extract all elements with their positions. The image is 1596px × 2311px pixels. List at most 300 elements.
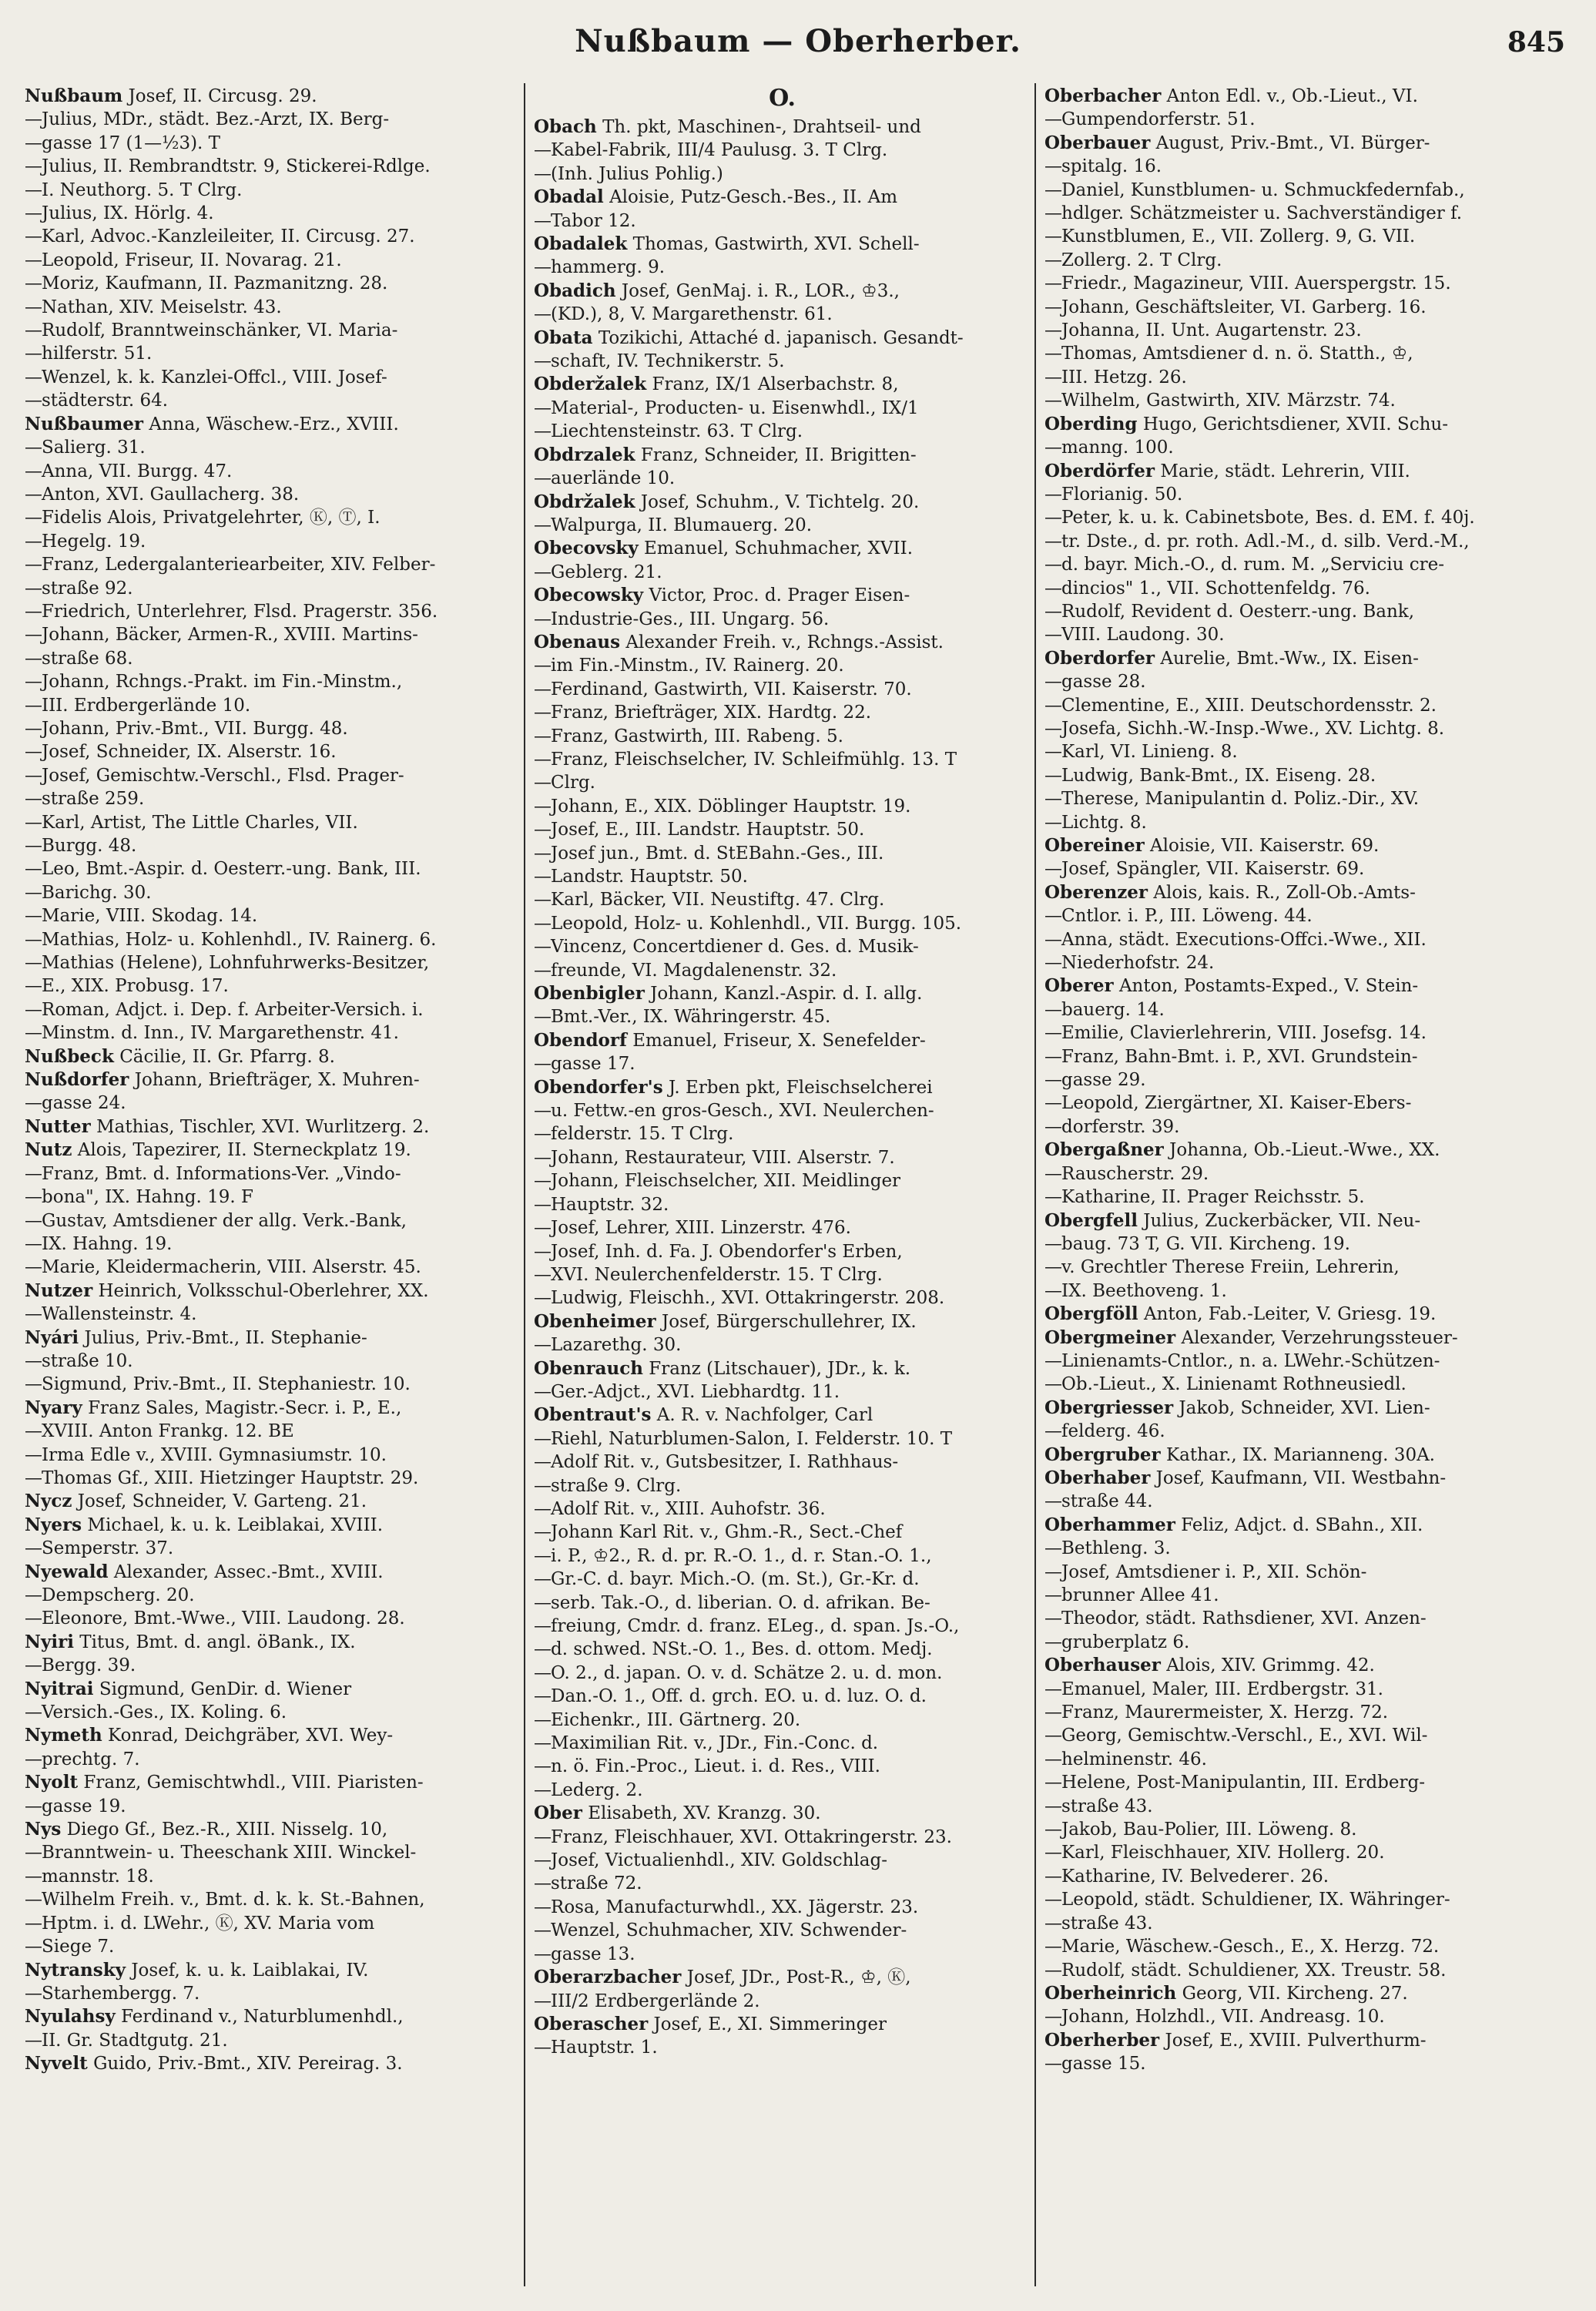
directory-entry: —Hauptstr. 1. (534, 2038, 658, 2058)
directory-entry: —Hptm. i. d. LWehr., Ⓚ, XV. Maria vom (25, 1913, 375, 1934)
entry-text: Franz, Schneider, II. Brigitten- (640, 444, 917, 465)
entry-text: prechtg. 7. (42, 1749, 140, 1769)
entry-surname: Oberbacher (1044, 86, 1162, 106)
directory-entry: —Josef jun., Bmt. d. StEBahn.-Ges., III. (534, 843, 884, 864)
directory-entry: —Sigmund, Priv.-Bmt., II. Stephaniestr. 10. (25, 1374, 411, 1395)
entry-text: Lazarethg. 30. (551, 1335, 682, 1356)
entry-text: Feliz, Adjct. d. SBahn., XII. (1181, 1514, 1423, 1535)
entry-surname: Obergaßner (1044, 1139, 1164, 1161)
entry-text: J. Erben pkt, Fleischselcherei (668, 1077, 933, 1098)
entry-text: Tabor 12. (551, 210, 636, 231)
entry-text: Julius, MDr., städt. Bez.-Arzt, IX. Berg- (42, 109, 390, 130)
directory-entry (534, 280, 1031, 303)
entry-text: Franz, IX/1 Alserbachstr. 8, (652, 374, 899, 395)
directory-entry: —prechtg. 7. (25, 1749, 140, 1769)
entry-surname: Oberdörfer (1044, 460, 1155, 481)
entry-text: Helene, Post-Manipulantin, III. Erdberg- (1061, 1773, 1425, 1793)
directory-entry: —Eichenkr., III. Gärtnerg. 20. (534, 1709, 801, 1730)
directory-entry (25, 1818, 521, 1841)
directory-entry: —Emilie, Clavierlehrerin, VIII. Josefsg. 14. (1044, 1023, 1427, 1044)
directory-entry: —gasse 19. (25, 1796, 126, 1816)
entry-text: Linienamts-Cntlor., n. a. LWehr.-Schützen- (1061, 1350, 1440, 1371)
directory-entry: —Friedr., Magazineur, VIII. Auerspergstr. 15. (1044, 273, 1451, 294)
directory-entry: —III. Hetzg. 26. (1044, 367, 1187, 387)
directory-entry (1044, 1139, 1541, 1162)
entry-text: Josef, E., III. Landstr. Hauptstr. 50. (551, 820, 865, 840)
directory-entry (1044, 413, 1541, 436)
directory-entry: —Vincenz, Concertdiener d. Ges. d. Musik- (534, 937, 919, 958)
directory-entry: —Franz, Bahn-Bmt. i. P., XVI. Grundstein- (1044, 1046, 1418, 1067)
entry-surname: Obendorfer's (534, 1076, 663, 1098)
entry-text: Niederhofstr. 24. (1061, 953, 1215, 974)
directory-entry: —Jakob, Bau-Polier, III. Löweng. 8. (1044, 1820, 1357, 1840)
entry-surname: Nußdorfer (25, 1069, 129, 1091)
entry-text: Anton, Postamts-Exped., V. Stein- (1118, 976, 1419, 997)
entry-text: Eichenkr., III. Gärtnerg. 20. (551, 1709, 801, 1730)
entry-text: Ger.-Adjct., XVI. Liebhardtg. 11. (551, 1381, 840, 1402)
directory-entry: —bona", IX. Hahng. 19. F (25, 1187, 253, 1208)
directory-entry: —Adolf Rit. v., XIII. Auhofstr. 36. (534, 1498, 826, 1519)
entry-text: dincios" 1., VII. Schottenfeldg. 76. (1061, 578, 1370, 599)
directory-entry (534, 1310, 1031, 1333)
entry-text: Johann, Kanzl.-Aspir. d. I. allg. (650, 984, 923, 1005)
directory-entry: —straße 92. (25, 578, 133, 599)
entry-text: Josef, Schneider, V. Garteng. 21. (77, 1491, 367, 1512)
entry-text: Clrg. (551, 773, 595, 793)
directory-entry: —Riehl, Naturblumen-Salon, I. Felderstr. 10. T (534, 1428, 953, 1449)
directory-entry: —Kabel-Fabrik, III/4 Paulusg. 3. T Clrg. (534, 140, 888, 161)
directory-entry: —gasse 29. (1044, 1070, 1146, 1091)
directory-entry: —Leo, Bmt.-Aspir. d. Oesterr.-ung. Bank, III. (25, 859, 421, 880)
entry-text: Irma Edle v., XVIII. Gymnasiumstr. 10. (42, 1444, 387, 1465)
directory-entry (1044, 1209, 1541, 1233)
entry-surname: Oberhammer (1044, 1514, 1175, 1535)
entry-text: Johann, Briefträger, X. Muhren- (134, 1070, 420, 1091)
entry-text: A. R. v. Nachfolger, Carl (656, 1405, 873, 1426)
entry-text: gasse 29. (1061, 1070, 1146, 1091)
entry-text: III. Erdbergerlände 10. (42, 695, 251, 716)
directory-entry: —Josef, Victualienhdl., XIV. Goldschlag- (534, 1850, 887, 1871)
entry-text: Anton Edl. v., Ob.-Lieut., VI. (1166, 86, 1418, 106)
entry-surname: Nytransky (25, 1959, 126, 1981)
directory-entry: —u. Fettw.-en gros-Gesch., XVI. Neulerchen- (534, 1101, 934, 1122)
directory-entry (534, 1404, 1031, 1427)
directory-entry: —Linienamts-Cntlor., n. a. LWehr.-Schützen- (1044, 1350, 1440, 1371)
entry-text: Tozikichi, Attaché d. japanisch. Gesandt- (598, 327, 964, 348)
column-2 (534, 85, 1031, 2296)
directory-entry: —Anna, städt. Executions-Offci.-Wwe., XII. (1044, 929, 1427, 950)
directory-entry: —straße 72. (534, 1873, 642, 1894)
entry-text: Siege 7. (42, 1937, 115, 1957)
directory-entry (534, 233, 1031, 256)
directory-entry (534, 1802, 1031, 1825)
directory-entry: —Johann, E., XIX. Döblinger Hauptstr. 19. (534, 796, 911, 817)
entry-text: gruberplatz 6. (1061, 1632, 1190, 1652)
directory-entry (1044, 974, 1541, 998)
entry-text: Franz, Gastwirth, III. Rabeng. 5. (551, 726, 843, 746)
directory-entry: —dincios" 1., VII. Schottenfeldg. 76. (1044, 578, 1370, 599)
entry-text: straße 72. (551, 1873, 642, 1894)
directory-entry: —Friedrich, Unterlehrer, Flsd. Pragerstr. 356. (25, 601, 438, 622)
entry-text: Starhembergg. 7. (42, 1983, 200, 2004)
entry-text: gasse 15. (1061, 2054, 1146, 2075)
directory-entry: —Barichg. 30. (25, 882, 152, 903)
entry-text: O. 2., d. japan. O. v. d. Schätze 2. u. d. mon. (551, 1662, 943, 1683)
directory-entry: —Eleonore, Bmt.-Wwe., VIII. Laudong. 28. (25, 1608, 405, 1629)
entry-text: Leopold, Holz- u. Kohlenhdl., VII. Burgg. 105. (551, 913, 962, 934)
directory-entry: —Lederg. 2. (534, 1779, 643, 1800)
entry-text: Dan.-O. 1., Off. d. grch. EO. u. d. luz. O. d. (551, 1686, 927, 1707)
entry-text: Alois, XIV. Grimmg. 42. (1166, 1655, 1375, 1676)
directory-entry (25, 85, 521, 108)
entry-text: Josef, Lehrer, XIII. Linzerstr. 476. (551, 1218, 851, 1239)
directory-entry (1044, 1327, 1541, 1350)
entry-surname: Obdrzalek (534, 444, 635, 465)
entry-text: Ferdinand v., Naturblumenhdl., (121, 2007, 404, 2028)
directory-entry: —Bergg. 39. (25, 1655, 136, 1676)
entry-text: Mathias, Holz- u. Kohlenhdl., IV. Rainerg. 6. (42, 929, 437, 950)
entry-text: Josef, Schneider, IX. Alserstr. 16. (42, 742, 337, 763)
entry-surname: Obecovsky (534, 538, 639, 559)
directory-entry: —Johann, Holzhdl., VII. Andreasg. 10. (1044, 2007, 1385, 2028)
entry-text: Franz, Briefträger, XIX. Hardtg. 22. (551, 703, 872, 723)
directory-entry: —Geblerg. 21. (534, 562, 662, 582)
directory-entry: —Katharine, IV. Belvederег. 26. (1044, 1866, 1329, 1887)
directory-entry: —Rudolf, Revident d. Oesterr.-ung. Bank, (1044, 601, 1415, 622)
entry-text: Walpurga, II. Blumauerg. 20. (551, 515, 813, 535)
directory-entry: —Josefa, Sichh.-W.-Insp.-Wwe., XV. Lichtg. 8. (1044, 718, 1445, 739)
entry-text: im Fin.-Minstm., IV. Rainerg. 20. (551, 656, 844, 676)
directory-entry (25, 1045, 521, 1068)
directory-entry: —Minstm. d. Inn., IV. Margarethenstr. 41. (25, 1023, 399, 1044)
entry-text: Rosa, Manufacturwhdl., XX. Jägerstr. 23. (551, 1897, 919, 1917)
directory-entry: —Marie, Wäschew.-Gesch., E., X. Herzg. 72. (1044, 1937, 1440, 1957)
entry-surname: Obergriesser (1044, 1397, 1174, 1418)
directory-entry: —Branntwein- u. Theeschank XIII. Winckel- (25, 1843, 417, 1863)
directory-entry: —Mathias, Holz- u. Kohlenhdl., IV. Rainerg. 6. (25, 929, 437, 950)
directory-entry (534, 537, 1031, 560)
entry-text: E., XIX. Probusg. 17. (42, 976, 229, 997)
entry-text: straße 9. Clrg. (551, 1475, 682, 1496)
directory-entry: —straße 10. (25, 1350, 133, 1371)
directory-entry: —Karl, Fleischhauer, XIV. Hollerg. 20. (1044, 1843, 1385, 1863)
directory-entry: —felderg. 46. (1044, 1421, 1165, 1442)
directory-entry (25, 1490, 521, 1513)
directory-entry: —Emanuel, Maler, III. Erdbergstr. 31. (1044, 1679, 1383, 1699)
entry-surname: Nyewald (25, 1561, 109, 1582)
entry-text: Anna, Wäschew.-Erz., XVIII. (149, 414, 399, 434)
entry-text: Peter, k. u. k. Cabinetsbote, Bes. d. EM. f. 40j. (1061, 508, 1475, 528)
entry-text: Victor, Proc. d. Prager Eisen- (649, 585, 910, 606)
directory-entry: —Ferdinand, Gastwirth, VII. Kaiserstr. 70. (534, 679, 912, 699)
entry-text: straße 43. (1061, 1913, 1153, 1934)
entry-surname: Nyvelt (25, 2053, 88, 2075)
directory-entry: —Irma Edle v., XVIII. Gymnasiumstr. 10. (25, 1444, 387, 1465)
directory-entry (534, 1029, 1031, 1052)
entry-text: Johanna, II. Unt. Augartenstr. 23. (1061, 320, 1362, 341)
entry-text: Hegelg. 19. (42, 531, 146, 552)
entry-text: Heinrich, Volksschul-Oberlehrer, XX. (98, 1280, 429, 1301)
directory-entry: —im Fin.-Minstm., IV. Rainerg. 20. (534, 656, 844, 676)
entry-text: Aurelie, Bmt.-Ww., IX. Eisen- (1160, 648, 1419, 669)
directory-entry (25, 1139, 521, 1162)
entry-text: Cäcilie, II. Gr. Pfarrg. 8. (119, 1046, 335, 1067)
entry-text: Mathias, Tischler, XVI. Wurlitzerg. 2. (96, 1116, 430, 1137)
entry-text: Karl, Bäcker, VII. Neustiftg. 47. Clrg. (551, 890, 885, 911)
directory-entry: —serb. Tak.-O., d. liberian. O. d. afrikan. Be- (534, 1592, 930, 1613)
directory-entry: —brunner Allee 41. (1044, 1585, 1219, 1605)
directory-entry: —gruberplatz 6. (1044, 1632, 1190, 1652)
entry-surname: Obdržalek (534, 491, 635, 512)
entry-text: Konrad, Deichgräber, XVI. Wey- (108, 1726, 394, 1746)
directory-entry: —Franz, Gastwirth, III. Rabeng. 5. (534, 726, 843, 746)
entry-text: straße 68. (42, 648, 133, 669)
entry-text: (Inh. Julius Pohlig.) (551, 163, 723, 184)
directory-entry: —Ludwig, Bank-Bmt., IX. Eiseng. 28. (1044, 765, 1376, 786)
directory-entry: —Industrie-Ges., III. Ungarg. 56. (534, 609, 830, 629)
entry-text: I. Neuthorg. 5. T Clrg. (42, 179, 243, 200)
directory-entry: —E., XIX. Probusg. 17. (25, 976, 229, 997)
directory-entry: —d. schwed. NSt.-O. 1., Bes. d. ottom. Medj. (534, 1639, 933, 1660)
directory-entry: —Gustav, Amtsdiener der allg. Verk.-Bank, (25, 1210, 407, 1231)
entry-text: Franz, Fleischselcher, IV. Schleifmühlg. 13. T (551, 749, 957, 770)
directory-entry (25, 1959, 521, 1982)
directory-entry: —Cntlor. i. P., III. Löweng. 44. (1044, 906, 1313, 927)
entry-text: straße 10. (42, 1350, 133, 1371)
entry-text: Josef, E., XVIII. Pulverthurm- (1165, 2030, 1427, 2051)
entry-text: Johann, Geschäftsleiter, VI. Garberg. 16. (1061, 297, 1427, 317)
entry-surname: Obadal (534, 186, 604, 208)
entry-surname: Nyolt (25, 1772, 79, 1793)
entry-text: Minstm. d. Inn., IV. Margarethenstr. 41. (42, 1023, 399, 1044)
directory-entry (25, 1631, 521, 1654)
directory-entry: —mannstr. 18. (25, 1866, 154, 1887)
entry-text: Josef, GenMaj. i. R., LOR., ♔3., (621, 280, 900, 301)
directory-entry (25, 1115, 521, 1139)
entry-text: baug. 73 T, G. VII. Kircheng. 19. (1061, 1233, 1350, 1254)
entry-text: tr. Dste., d. pr. roth. Adl.-M., d. silb. Verd.-M., (1061, 531, 1470, 552)
entry-text: Marie, Wäschew.-Gesch., E., X. Herzg. 72. (1061, 1937, 1440, 1957)
directory-entry: —IX. Beethoveng. 1. (1044, 1280, 1227, 1301)
directory-entry: —Rosa, Manufacturwhdl., XX. Jägerstr. 23. (534, 1897, 919, 1917)
entry-text: Elisabeth, XV. Kranzg. 30. (588, 1803, 821, 1824)
entry-text: Riehl, Naturblumen-Salon, I. Felderstr. 10. T (551, 1428, 953, 1449)
directory-entry: —Karl, Artist, The Little Charles, VII. (25, 812, 358, 833)
entry-text: Josef, JDr., Post-R., ♔, Ⓚ, (686, 1967, 911, 1988)
directory-entry: —Leopold, städt. Schuldiener, IX. Währinger- (1044, 1890, 1450, 1910)
directory-entry (25, 413, 521, 436)
entry-text: d. schwed. NSt.-O. 1., Bes. d. ottom. Medj. (551, 1639, 933, 1660)
directory-entry: —Anna, VII. Burgg. 47. (25, 461, 233, 481)
entry-text: IX. Hahng. 19. (42, 1233, 173, 1254)
directory-entry (534, 1966, 1031, 1989)
entry-text: Leopold, städt. Schuldiener, IX. Währinger- (1061, 1890, 1450, 1910)
entry-surname: Obenbigler (534, 983, 645, 1005)
directory-entry (1044, 1303, 1541, 1326)
directory-entry: —Julius, IX. Hörlg. 4. (25, 203, 214, 224)
directory-entry: —IX. Hahng. 19. (25, 1233, 173, 1254)
directory-entry: —Anton, XVI. Gaullacherg. 38. (25, 484, 300, 505)
entry-text: Florianig. 50. (1061, 484, 1183, 505)
directory-entry (1044, 460, 1541, 483)
entry-surname: Ober (534, 1803, 582, 1824)
entry-text: Gustav, Amtsdiener der allg. Verk.-Bank, (42, 1210, 407, 1231)
directory-entry (25, 1514, 521, 1537)
directory-entry: —Johann Karl Rit. v., Ghm.-R., Sect.-Chef (534, 1522, 903, 1543)
entry-surname: Obenaus (534, 631, 621, 652)
directory-entry: —Rauscherstr. 29. (1044, 1163, 1209, 1184)
entry-surname: Obadich (534, 280, 616, 301)
directory-entry: —Clementine, E., XIII. Deutschordensstr. 2. (1044, 695, 1437, 716)
entry-text: Therese, Manipulantin d. Poliz.-Dir., XV. (1061, 789, 1420, 810)
entry-text: Liechtensteinstr. 63. T Clrg. (551, 421, 803, 442)
entry-text: Lederg. 2. (551, 1779, 643, 1800)
directory-entry (25, 1327, 521, 1350)
directory-entry: —hdlger. Schätzmeister u. Sachverständiger f. (1044, 203, 1463, 224)
entry-text: Wilhelm Freih. v., Bmt. d. k. k. St.-Bahnen, (42, 1890, 425, 1910)
entry-text: Thomas Gf., XIII. Hietzinger Hauptstr. 29. (42, 1467, 419, 1488)
entry-text: Sigmund, Priv.-Bmt., II. Stephaniestr. 10. (42, 1374, 411, 1395)
directory-entry: —Bethleng. 3. (1044, 1538, 1171, 1559)
entry-text: Karl, Advoc.-Kanzleileiter, II. Circusg. 27. (42, 226, 415, 247)
directory-entry (1044, 834, 1541, 857)
directory-entry: —Johann, Restaurateur, VIII. Alserstr. 7. (534, 1147, 895, 1168)
directory-entry: —Julius, II. Rembrandtstr. 9, Stickerei-Rdlge. (25, 156, 431, 177)
directory-entry: —Liechtensteinstr. 63. T Clrg. (534, 421, 803, 442)
directory-entry (534, 2013, 1031, 2036)
entry-text: Gumpendorferstr. 51. (1061, 109, 1256, 130)
entry-text: Anton, Fab.-Leiter, V. Griesg. 19. (1143, 1304, 1437, 1325)
directory-entry: —tr. Dste., d. pr. roth. Adl.-M., d. silb. Verd.-M., (1044, 531, 1470, 552)
directory-entry: —Johann, Fleischselcher, XII. Meidlinger (534, 1171, 901, 1192)
directory-entry: —manng. 100. (1044, 438, 1174, 458)
directory-entry: —II. Gr. Stadtgutg. 21. (25, 2030, 228, 2051)
entry-surname: Obenheimer (534, 1310, 656, 1332)
column-1 (25, 85, 521, 2296)
directory-entry: —Ob.-Lieut., X. Linienamt Rothneusiedl. (1044, 1374, 1407, 1395)
directory-entry: —Ludwig, Fleischh., XVI. Ottakringerstr. 208. (534, 1288, 945, 1309)
directory-entry: —Florianig. 50. (1044, 484, 1183, 505)
directory-entry (1044, 85, 1541, 108)
entry-text: Aloisie, VII. Kaiserstr. 69. (1150, 836, 1380, 856)
entry-text: Maximilian Rit. v., JDr., Fin.-Conc. d. (551, 1733, 879, 1754)
directory-entry: —(Inh. Julius Pohlig.) (534, 163, 723, 184)
entry-text: städterstr. 64. (42, 391, 169, 411)
entry-text: Emanuel, Friseur, X. Senefelder- (632, 1030, 926, 1051)
entry-text: Gr.-C. d. bayr. Mich.-O. (m. St.), Gr.-Kr. d. (551, 1569, 920, 1590)
entry-surname: Nyiri (25, 1631, 74, 1652)
directory-entry (1044, 1397, 1541, 1420)
entry-text: Leopold, Ziergärtner, XI. Kaiser-Ebers- (1061, 1093, 1412, 1114)
directory-entry: —gasse 15. (1044, 2054, 1146, 2075)
entry-text: Josef, Amtsdiener i. P., XII. Schön- (1061, 1561, 1367, 1582)
directory-entry: —straße 9. Clrg. (534, 1475, 682, 1496)
directory-entry: —XVI. Neulerchenfelderstr. 15. T Clrg. (534, 1264, 883, 1285)
entry-text: Vincenz, Concertdiener d. Ges. d. Musik- (551, 937, 919, 958)
directory-entry (1044, 647, 1541, 670)
entry-text: v. Grechtler Therese Freiin, Lehrerin, (1061, 1257, 1400, 1278)
entry-text: Josef, k. u. k. Laiblakai, IV. (131, 1960, 369, 1981)
entry-surname: Obderžalek (534, 374, 647, 395)
directory-entry (25, 1397, 521, 1420)
directory-entry: —III/2 Erdbergerlände 2. (534, 1991, 760, 2011)
entry-surname: Obadalek (534, 233, 628, 255)
directory-entry (534, 982, 1031, 1005)
directory-entry: —Wenzel, k. k. Kanzlei-Offcl., VIII. Josef- (25, 367, 387, 387)
directory-entry (1044, 132, 1541, 155)
entry-surname: Oberascher (534, 2013, 649, 2034)
directory-entry: —Josef, Lehrer, XIII. Linzerstr. 476. (534, 1218, 851, 1239)
entry-text: Clementine, E., XIII. Deutschordensstr. 2. (1061, 695, 1437, 716)
entry-text: Bethleng. 3. (1061, 1538, 1171, 1559)
directory-entry: —bauerg. 14. (1044, 999, 1165, 1020)
entry-text: Branntwein- u. Theeschank XIII. Winckel- (42, 1843, 417, 1863)
entry-text: Theodor, städt. Rathsdiener, XVI. Anzen- (1061, 1608, 1427, 1629)
entry-text: Josef, II. Circusg. 29. (128, 86, 317, 106)
directory-entry: —dorferstr. 39. (1044, 1116, 1180, 1137)
entry-text: Alois, Tapezirer, II. Sterneckplatz 19. (77, 1140, 411, 1161)
entry-text: Leopold, Friseur, II. Novarag. 21. (42, 250, 342, 270)
entry-text: Georg, VII. Kircheng. 27. (1182, 1983, 1408, 2004)
directory-entry: —Bmt.-Ver., IX. Währingerstr. 45. (534, 1007, 831, 1028)
directory-entry: —freunde, VI. Magdalenenstr. 32. (534, 960, 837, 981)
directory-entry: —Peter, k. u. k. Cabinetsbote, Bes. d. EM. f. 40j. (1044, 508, 1475, 528)
entry-text: Franz, Bmt. d. Informations-Ver. „Vindo- (42, 1163, 401, 1184)
directory-entry: —Karl, VI. Linieng. 8. (1044, 742, 1238, 763)
directory-entry: —gasse 17 (1—½3). T (25, 132, 221, 153)
entry-text: Karl, Artist, The Little Charles, VII. (42, 812, 358, 833)
entry-text: Friedr., Magazineur, VIII. Auerspergstr. 15. (1061, 273, 1451, 294)
directory-entry: —XVIII. Anton Frankg. 12. BE (25, 1421, 294, 1442)
entry-text: Adolf Rit. v., Gutsbesitzer, I. Rathhaus- (551, 1452, 899, 1473)
directory-entry: —Dan.-O. 1., Off. d. grch. EO. u. d. luz. O. d. (534, 1686, 927, 1707)
directory-entry (534, 327, 1031, 350)
entry-text: Kabel-Fabrik, III/4 Paulusg. 3. T Clrg. (551, 140, 888, 161)
entry-surname: Oberding (1044, 413, 1138, 434)
entry-surname: Oberer (1044, 975, 1114, 997)
entry-text: Adolf Rit. v., XIII. Auhofstr. 36. (551, 1498, 826, 1519)
entry-surname: Nymeth (25, 1725, 102, 1746)
entry-text: Josef, Inh. d. Fa. J. Obendorfer's Erben, (551, 1241, 903, 1262)
directory-entry: —Siege 7. (25, 1937, 115, 1957)
entry-text: Johann, Fleischselcher, XII. Meidlinger (551, 1171, 901, 1192)
directory-entry: —Franz, Briefträger, XIX. Hardtg. 22. (534, 703, 872, 723)
entry-text: freiung, Cmdr. d. franz. ELeg., d. span. Js.-O., (551, 1616, 960, 1636)
entry-text: Ferdinand, Gastwirth, VII. Kaiserstr. 70. (551, 679, 912, 699)
directory-entry: —Mathias (Helene), Lohnfuhrwerks-Besitzer, (25, 953, 430, 974)
directory-entry: —baug. 73 T, G. VII. Kircheng. 19. (1044, 1233, 1350, 1254)
directory-entry: —straße 68. (25, 648, 133, 669)
entry-text: Alois, kais. R., Zoll-Ob.-Amts- (1153, 882, 1416, 903)
entry-text: Th. pkt, Maschinen-, Drahtseil- und (602, 117, 921, 137)
directory-entry: —Julius, MDr., städt. Bez.-Arzt, IX. Berg- (25, 109, 390, 130)
entry-text: III/2 Erdbergerlände 2. (551, 1991, 760, 2011)
directory-entry: —gasse 13. (534, 1944, 635, 1964)
entry-text: Wenzel, k. k. Kanzlei-Offcl., VIII. Josef- (42, 367, 387, 387)
entry-surname: Nyitrai (25, 1678, 94, 1699)
directory-entry: —Josef, Inh. d. Fa. J. Obendorfer's Erben, (534, 1241, 903, 1262)
entry-text: d. bayr. Mich.-O., d. rum. M. „Serviciu cre- (1061, 555, 1444, 575)
entry-text: Moriz, Kaufmann, II. Pazmanitzng. 28. (42, 273, 388, 294)
entry-text: Emilie, Clavierlehrerin, VIII. Josefsg. 14. (1061, 1023, 1427, 1044)
entry-text: Josefa, Sichh.-W.-Insp.-Wwe., XV. Lichtg. 8. (1061, 718, 1445, 739)
entry-text: Zollerg. 2. T Clrg. (1061, 250, 1222, 270)
entry-surname: Oberbauer (1044, 132, 1151, 153)
directory-entry: —helminenstr. 46. (1044, 1749, 1207, 1769)
entry-text: Anton, XVI. Gaullacherg. 38. (42, 484, 300, 505)
directory-entry: —straße 259. (25, 789, 145, 810)
directory-entry (534, 186, 1031, 209)
